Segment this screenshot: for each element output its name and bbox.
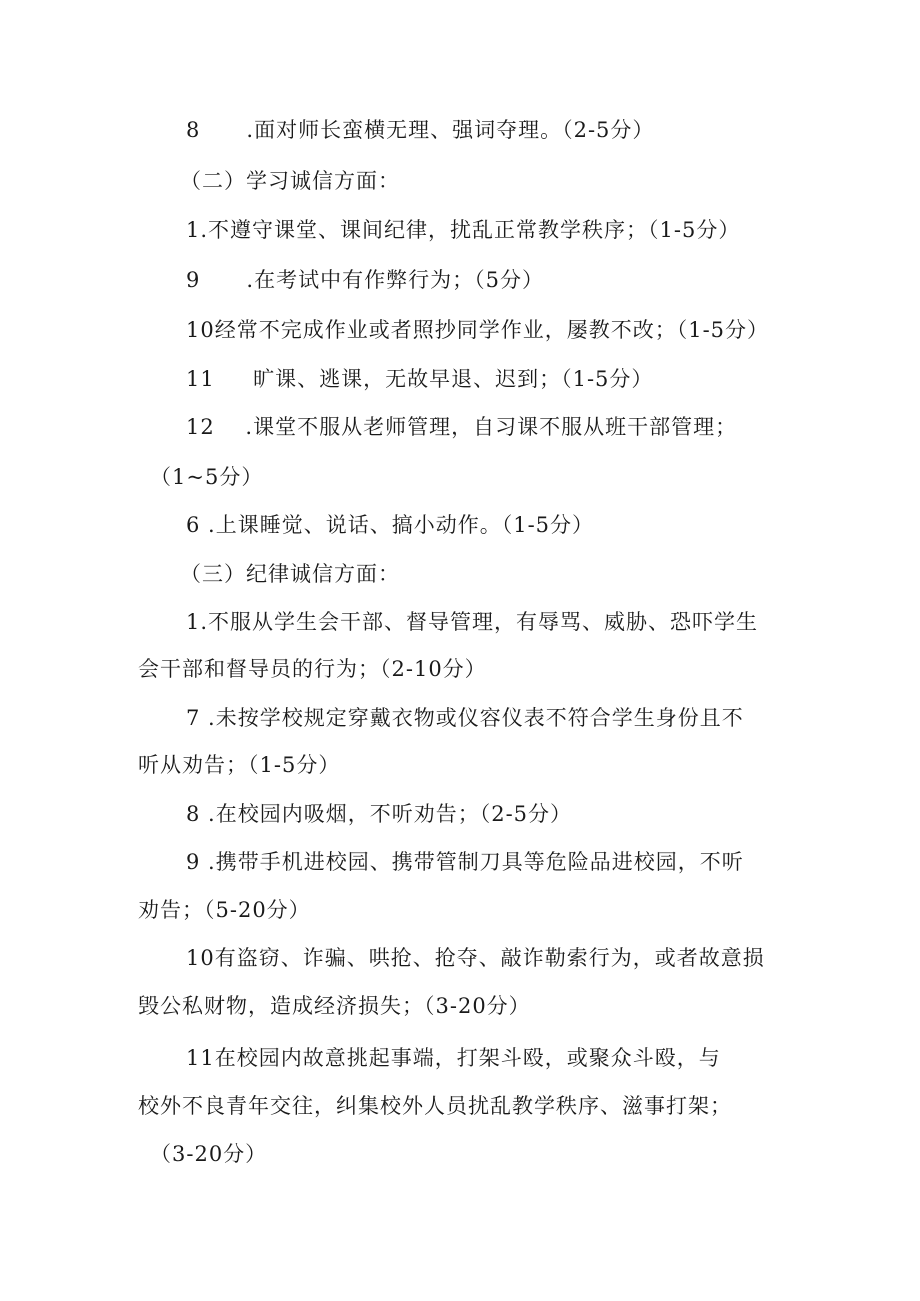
- text-line: （3-20分）: [150, 1142, 268, 1166]
- text-line: 7 .未按学校规定穿戴衣物或仪容仪表不符合学生身份且不: [186, 706, 744, 730]
- text-line: 劝告；（5-20分）: [138, 898, 311, 922]
- text-line: （1~5分）: [150, 465, 264, 489]
- text-line: 6 .上课睡觉、说话、搞小动作。（1-5分）: [186, 513, 595, 537]
- text-line: 毁公私财物，造成经济损失；（3-20分）: [138, 994, 531, 1018]
- text-line: 9 .携带手机进校园、携带管制刀具等危险品进校园，不听: [186, 850, 744, 874]
- text-line: 11在校园内故意挑起事端，打架斗殴，或聚众斗殴，与: [186, 1046, 721, 1070]
- text-line: 会干部和督导员的行为；（2-10分）: [138, 657, 487, 681]
- section-heading: （三）纪律诚信方面：: [180, 562, 400, 586]
- text-line: 10有盗窃、诈骗、哄抢、抢夺、敲诈勒索行为，或者故意损: [186, 946, 765, 970]
- text-line: 校外不良青年交往，纠集校外人员扰乱教学秩序、滋事打架；: [138, 1094, 732, 1118]
- text-line: 听从劝告；（1-5分）: [138, 753, 341, 777]
- text-line: 11 旷课、逃课，无故早退、迟到；（1-5分）: [186, 367, 654, 391]
- text-line: 10经常不完成作业或者照抄同学作业，屡教不改；（1-5分）: [186, 318, 770, 342]
- text-line: 8 .面对师长蛮横无理、强词夺理。（2-5分）: [186, 118, 655, 142]
- text-line: 12 .课堂不服从老师管理，自习课不服从班干部管理；: [186, 415, 738, 439]
- text-line: 1.不服从学生会干部、督导管理，有辱骂、威胁、恐吓学生: [186, 610, 759, 634]
- section-heading: （二）学习诚信方面：: [180, 169, 400, 193]
- text-line: 1.不遵守课堂、课间纪律，扰乱正常教学秩序；（1-5分）: [186, 218, 741, 242]
- text-line: 9 .在考试中有作弊行为；（5分）: [186, 268, 544, 292]
- text-line: 8 .在校园内吸烟，不听劝告；（2-5分）: [186, 802, 573, 826]
